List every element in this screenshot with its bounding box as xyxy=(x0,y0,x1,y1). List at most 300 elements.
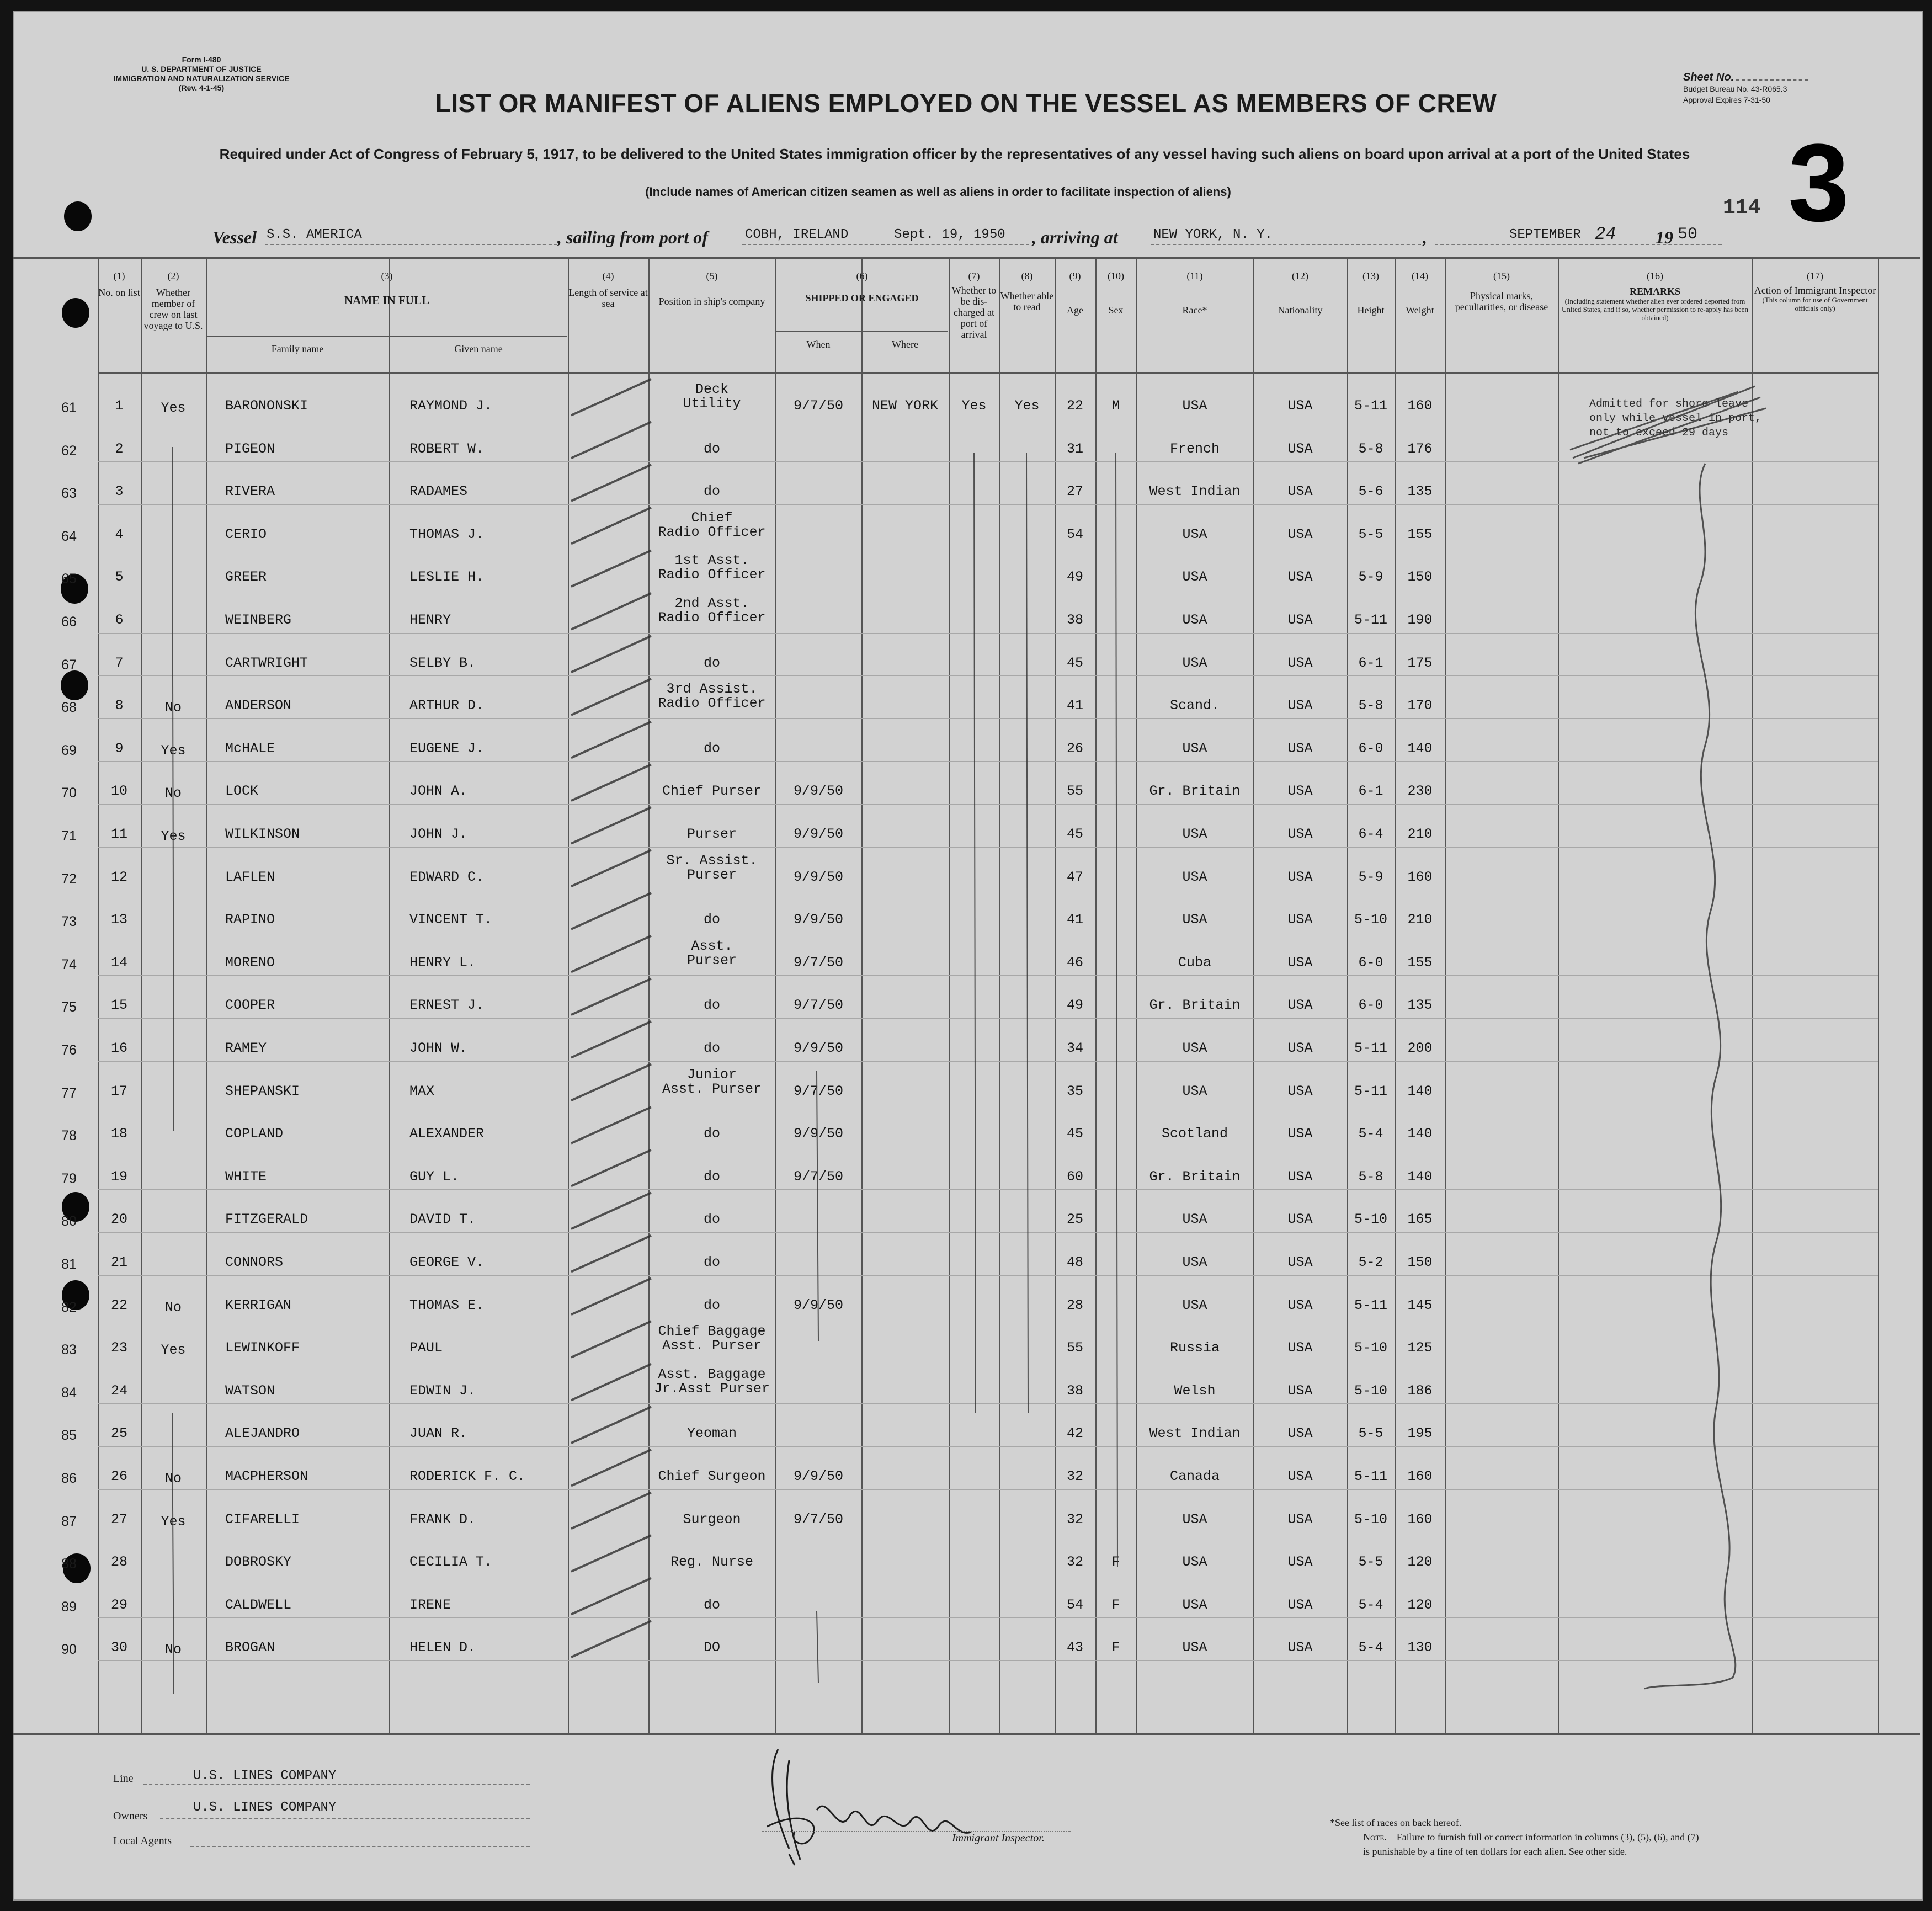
weight: 165 xyxy=(1407,1211,1433,1228)
nationality: USA xyxy=(1287,1468,1313,1484)
height: 5-10 xyxy=(1354,1382,1387,1399)
row-rule xyxy=(98,1403,1878,1404)
height: 6-0 xyxy=(1358,997,1383,1014)
sex: F xyxy=(1111,1596,1120,1613)
shipped-when: 9/9/50 xyxy=(793,912,843,928)
footnote xyxy=(1330,1816,1882,1859)
height: 5-5 xyxy=(1358,526,1383,542)
given-name: RADAMES xyxy=(409,483,468,500)
col16-header: (16) REMARKS (Including statement whether alien ever ordered deported from United States, and if so, whether permission to re-apply has been obtained) xyxy=(1562,270,1748,322)
row-rule xyxy=(98,461,1878,462)
list-number: 6 xyxy=(115,612,124,628)
height: 5-5 xyxy=(1358,1554,1383,1571)
col7-header: (7) Whether to be dis-charged at port of arrival xyxy=(951,270,997,340)
position: Chief Purser xyxy=(662,783,762,800)
list-number: 21 xyxy=(110,1254,127,1270)
age: 45 xyxy=(1066,1126,1083,1142)
family-name: CALDWELL xyxy=(225,1596,292,1613)
list-number: 7 xyxy=(115,654,124,671)
height: 5-9 xyxy=(1358,569,1383,585)
sex: F xyxy=(1111,1639,1120,1656)
race: USA xyxy=(1182,569,1207,585)
race: Gr. Britain xyxy=(1149,1168,1241,1185)
race: USA xyxy=(1182,1254,1207,1270)
weight: 160 xyxy=(1407,869,1433,885)
last-voyage: Yes xyxy=(161,742,186,759)
line-number: 71 xyxy=(61,828,77,844)
family-name: LEWINKOFF xyxy=(225,1340,300,1356)
line-number: 80 xyxy=(61,1213,77,1229)
last-voyage: Yes xyxy=(161,1342,186,1359)
age: 32 xyxy=(1066,1468,1083,1484)
age: 42 xyxy=(1066,1425,1083,1442)
weight: 175 xyxy=(1407,654,1433,671)
sheet-big-number: 3 xyxy=(1788,121,1850,244)
given-name: CECILIA T. xyxy=(409,1554,493,1571)
nationality: USA xyxy=(1287,1126,1313,1142)
given-name: MAX xyxy=(409,1083,435,1099)
given-name: GUY L. xyxy=(409,1168,460,1185)
family-name: CARTWRIGHT xyxy=(225,654,308,671)
height: 5-5 xyxy=(1358,1425,1383,1442)
shipped-when: 9/9/50 xyxy=(793,1040,843,1056)
height: 5-10 xyxy=(1354,1340,1387,1356)
last-voyage: Yes xyxy=(161,400,186,416)
last-voyage: Yes xyxy=(161,828,186,844)
given-name: ALEXANDER xyxy=(409,1126,485,1142)
height: 5-11 xyxy=(1354,398,1387,414)
race: USA xyxy=(1182,1511,1207,1527)
given-name: RAYMOND J. xyxy=(409,398,493,414)
line-number: 77 xyxy=(61,1085,77,1101)
height: 5-11 xyxy=(1354,1297,1387,1313)
position-line2: Asst. Purser xyxy=(662,1338,762,1354)
table-rule xyxy=(1445,257,1446,1733)
race: USA xyxy=(1182,1083,1207,1099)
nationality: USA xyxy=(1287,1554,1313,1571)
nationality: USA xyxy=(1287,869,1313,885)
owners-label: Owners xyxy=(113,1810,148,1822)
family-name-header: Family name xyxy=(271,343,324,354)
weight: 135 xyxy=(1407,483,1433,500)
line-number: 67 xyxy=(61,657,77,673)
nationality: USA xyxy=(1287,1382,1313,1399)
age: 46 xyxy=(1066,954,1083,971)
family-name: MACPHERSON xyxy=(225,1468,308,1484)
col14-header: (14) Weight xyxy=(1406,270,1434,316)
weight: 145 xyxy=(1407,1297,1433,1313)
given-name: GEORGE V. xyxy=(409,1254,485,1270)
table-rule xyxy=(141,257,142,1733)
row-rule xyxy=(98,675,1878,676)
nationality: USA xyxy=(1287,1425,1313,1442)
race: Gr. Britain xyxy=(1149,783,1241,800)
shipped-when: 9/9/50 xyxy=(793,869,843,885)
col12-header: (12) Nationality xyxy=(1278,270,1323,316)
race: USA xyxy=(1182,526,1207,542)
age: 48 xyxy=(1066,1254,1083,1270)
row-rule xyxy=(98,633,1878,634)
given-name: EDWIN J. xyxy=(409,1382,476,1399)
row-rule xyxy=(98,761,1878,762)
position: do xyxy=(703,1126,720,1142)
given-name: RODERICK F. C. xyxy=(409,1468,526,1484)
family-name: WEINBERG xyxy=(225,612,292,628)
race: USA xyxy=(1182,1639,1207,1656)
line-number: 70 xyxy=(61,785,77,801)
list-number: 20 xyxy=(110,1211,127,1228)
owners-value: U.S. LINES COMPANY xyxy=(193,1800,337,1815)
shipped-when: 9/9/50 xyxy=(793,1126,843,1142)
nationality: USA xyxy=(1287,740,1313,757)
table-rule xyxy=(13,257,1920,259)
list-number: 23 xyxy=(110,1340,127,1356)
table-rule xyxy=(1095,257,1097,1733)
nationality: USA xyxy=(1287,526,1313,542)
line-number: 83 xyxy=(61,1342,77,1358)
age: 55 xyxy=(1066,1340,1083,1356)
race: USA xyxy=(1182,612,1207,628)
age: 41 xyxy=(1066,698,1083,714)
position-line1: Chief xyxy=(691,509,733,526)
line-number: 84 xyxy=(61,1385,77,1401)
include-note: (Include names of American citizen seamen as well as aliens in order to facilitate inspection of aliens) xyxy=(645,185,1231,199)
row-rule xyxy=(98,1189,1878,1190)
line-number: 69 xyxy=(61,742,77,758)
height: 5-8 xyxy=(1358,698,1383,714)
list-number: 5 xyxy=(115,569,124,585)
family-name: KERRIGAN xyxy=(225,1297,292,1313)
nationality: USA xyxy=(1287,1254,1313,1270)
col3-header: (3) NAME IN FULL xyxy=(344,270,429,306)
family-name: BARONONSKI xyxy=(225,398,308,414)
nationality: USA xyxy=(1287,912,1313,928)
position-line1: 1st Asst. xyxy=(674,552,749,569)
remarks-stamp: Admitted for shore leave only while vessel in port, not to exceed 29 days xyxy=(1589,398,1762,439)
position: do xyxy=(703,1596,720,1613)
line-value: U.S. LINES COMPANY xyxy=(193,1769,337,1784)
position-line1: 3rd Assist. xyxy=(666,681,758,698)
list-number: 24 xyxy=(110,1382,127,1399)
given-name: THOMAS E. xyxy=(409,1297,485,1313)
age: 43 xyxy=(1066,1639,1083,1656)
shipped-when: 9/9/50 xyxy=(793,826,843,842)
weight: 186 xyxy=(1407,1382,1433,1399)
position: Reg. Nurse xyxy=(670,1554,754,1571)
race: USA xyxy=(1182,1596,1207,1613)
weight: 155 xyxy=(1407,526,1433,542)
arrival-day: 24 xyxy=(1595,224,1616,244)
family-name: RIVERA xyxy=(225,483,275,500)
weight: 135 xyxy=(1407,997,1433,1014)
list-number: 16 xyxy=(110,1040,127,1056)
row-rule xyxy=(98,1660,1878,1661)
weight: 210 xyxy=(1407,912,1433,928)
height: 6-0 xyxy=(1358,954,1383,971)
list-number: 8 xyxy=(115,698,124,714)
nationality: USA xyxy=(1287,1040,1313,1056)
position-line2: Radio Officer xyxy=(658,567,766,583)
nationality: USA xyxy=(1287,1211,1313,1228)
list-number: 25 xyxy=(110,1425,127,1442)
table-rule xyxy=(1558,257,1559,1733)
given-name: THOMAS J. xyxy=(409,526,485,542)
line-number: 89 xyxy=(61,1599,77,1615)
position: Purser xyxy=(686,826,737,842)
shipped-when: 9/7/50 xyxy=(793,398,843,414)
line-number: 87 xyxy=(61,1513,77,1529)
age: 32 xyxy=(1066,1554,1083,1571)
race: Welsh xyxy=(1174,1382,1216,1399)
last-voyage: Yes xyxy=(161,1513,186,1530)
list-number: 28 xyxy=(110,1554,127,1571)
given-name: JOHN W. xyxy=(409,1040,468,1056)
height: 5-10 xyxy=(1354,1511,1387,1527)
position-line1: Chief Baggage xyxy=(658,1323,766,1340)
list-number: 27 xyxy=(110,1511,127,1527)
discharged: Yes xyxy=(961,398,987,414)
arrival-year-prefix: 19 xyxy=(1656,227,1673,247)
position-line2: Purser xyxy=(686,866,737,883)
nationality: USA xyxy=(1287,698,1313,714)
age: 60 xyxy=(1066,1168,1083,1185)
row-rule xyxy=(98,1489,1878,1490)
weight: 120 xyxy=(1407,1596,1433,1613)
position-line1: Junior xyxy=(686,1066,737,1083)
given-name: HENRY L. xyxy=(409,954,476,971)
family-name: RAPINO xyxy=(225,912,275,928)
nationality: USA xyxy=(1287,1083,1313,1099)
position-line2: Utility xyxy=(683,396,741,412)
position-line2: Asst. Purser xyxy=(662,1080,762,1097)
stamped-number: 114 xyxy=(1723,196,1761,220)
line-number: 62 xyxy=(61,443,77,459)
table-rule xyxy=(1752,257,1753,1733)
given-name: EUGENE J. xyxy=(409,740,485,757)
position: do xyxy=(703,1254,720,1270)
age: 34 xyxy=(1066,1040,1083,1056)
given-name: ARTHUR D. xyxy=(409,698,485,714)
legal-requirement: Required under Act of Congress of February 5, 1917, to be delivered to the United States immigration officer by the representatives of any vessel having such aliens on board upon arrival at a port of the United States xyxy=(219,146,1690,162)
list-number: 26 xyxy=(110,1468,127,1484)
line-number: 82 xyxy=(61,1299,77,1315)
position: do xyxy=(703,740,720,757)
race: Scand. xyxy=(1169,698,1220,714)
age: 35 xyxy=(1066,1083,1083,1099)
weight: 195 xyxy=(1407,1425,1433,1442)
age: 38 xyxy=(1066,1382,1083,1399)
nationality: USA xyxy=(1287,569,1313,585)
family-name: SHEPANSKI xyxy=(225,1083,300,1099)
weight: 230 xyxy=(1407,783,1433,800)
line-number: 86 xyxy=(61,1471,77,1486)
budget-bureau: Budget Bureau No. 43-R065.3 xyxy=(1683,84,1787,93)
line-number: 78 xyxy=(61,1128,77,1144)
table-rule xyxy=(389,257,390,1733)
given-name: HENRY xyxy=(409,612,451,628)
line-number: 75 xyxy=(61,999,77,1015)
race: USA xyxy=(1182,1554,1207,1571)
position: do xyxy=(703,1297,720,1313)
position-line2: Radio Officer xyxy=(658,610,766,626)
position-line1: 2nd Asst. xyxy=(674,595,749,611)
weight: 150 xyxy=(1407,1254,1433,1270)
weight: 140 xyxy=(1407,1168,1433,1185)
col9-header: (9) Age xyxy=(1067,270,1083,316)
family-name: LAFLEN xyxy=(225,869,275,885)
row-rule xyxy=(98,504,1878,505)
age: 31 xyxy=(1066,440,1083,457)
race: USA xyxy=(1182,398,1207,414)
given-name: DAVID T. xyxy=(409,1211,476,1228)
list-number: 10 xyxy=(110,783,127,800)
position: do xyxy=(703,1211,720,1228)
list-number: 1 xyxy=(115,398,124,414)
position-line1: Deck xyxy=(695,381,728,397)
list-number: 17 xyxy=(110,1083,127,1099)
when-header: When xyxy=(806,339,831,350)
col5-header: (5) Position in ship's company xyxy=(658,270,765,307)
local-agents-label: Local Agents xyxy=(113,1835,172,1847)
family-name: WILKINSON xyxy=(225,826,300,842)
race: USA xyxy=(1182,1297,1207,1313)
last-voyage: No xyxy=(164,1642,182,1658)
list-number: 30 xyxy=(110,1639,127,1656)
weight: 120 xyxy=(1407,1554,1433,1571)
family-name: COOPER xyxy=(225,997,275,1014)
table-rule xyxy=(1878,257,1879,1733)
position: DO xyxy=(703,1639,720,1656)
table-rule xyxy=(206,257,207,1733)
family-name: CERIO xyxy=(225,526,267,542)
position: do xyxy=(703,1040,720,1056)
family-name: LOCK xyxy=(225,783,259,800)
height: 5-11 xyxy=(1354,1468,1387,1484)
height: 5-8 xyxy=(1358,440,1383,457)
col15-header: (15) Physical marks, peculiarities, or disease xyxy=(1455,270,1548,312)
race: Cuba xyxy=(1178,954,1211,971)
position: do xyxy=(703,997,720,1014)
line-number: 81 xyxy=(61,1257,77,1272)
sheet-info xyxy=(1683,72,1865,105)
row-rule xyxy=(98,804,1878,805)
family-name: ALEJANDRO xyxy=(225,1425,300,1442)
nationality: USA xyxy=(1287,1168,1313,1185)
nationality: USA xyxy=(1287,1511,1313,1527)
age: 28 xyxy=(1066,1297,1083,1313)
row-rule xyxy=(98,718,1878,719)
family-name: MORENO xyxy=(225,954,275,971)
family-name: DOBROSKY xyxy=(225,1554,292,1571)
sailing-date: Sept. 19, 1950 xyxy=(894,227,1005,242)
line-number: 90 xyxy=(61,1642,77,1658)
table-rule xyxy=(206,336,567,337)
age: 54 xyxy=(1066,526,1083,542)
height: 6-1 xyxy=(1358,654,1383,671)
row-rule xyxy=(98,1617,1878,1618)
col17-header: (17) Action of Immigrant Inspector (This column for use of Government officials only) xyxy=(1754,270,1876,312)
weight: 160 xyxy=(1407,398,1433,414)
line-number: 76 xyxy=(61,1042,77,1058)
note-label: Note. xyxy=(1363,1832,1387,1843)
vessel-name: S.S. AMERICA xyxy=(267,227,362,242)
arrival-port: NEW YORK, N. Y. xyxy=(1153,227,1273,242)
list-number: 9 xyxy=(115,740,124,757)
nationality: USA xyxy=(1287,483,1313,500)
age: 49 xyxy=(1066,569,1083,585)
age: 45 xyxy=(1066,654,1083,671)
line-number: 88 xyxy=(61,1556,77,1572)
arriving-label: , arriving at xyxy=(1032,227,1118,247)
revision-date: (Rev. 4-1-45) xyxy=(178,83,225,92)
given-name: PAUL xyxy=(409,1340,443,1356)
age: 41 xyxy=(1066,912,1083,928)
race: USA xyxy=(1182,826,1207,842)
list-number: 19 xyxy=(110,1168,127,1185)
list-number: 11 xyxy=(110,826,127,842)
height: 6-1 xyxy=(1358,783,1383,800)
position-line1: Sr. Assist. xyxy=(666,852,758,869)
list-number: 13 xyxy=(110,912,127,928)
line-number: 68 xyxy=(61,700,77,716)
col13-header: (13) Height xyxy=(1357,270,1385,316)
race: Gr. Britain xyxy=(1149,997,1241,1014)
family-name: RAMEY xyxy=(225,1040,267,1056)
last-voyage: No xyxy=(164,785,182,802)
shipped-when: 9/9/50 xyxy=(793,1297,843,1313)
col1-header: (1) No. on list xyxy=(98,270,140,298)
height: 5-11 xyxy=(1354,1040,1387,1056)
where-header: Where xyxy=(892,339,918,350)
position: Surgeon xyxy=(683,1511,741,1527)
shipped-when: 9/7/50 xyxy=(793,1083,843,1099)
arrival-month: SEPTEMBER xyxy=(1509,227,1581,242)
position: do xyxy=(703,1168,720,1185)
row-rule xyxy=(98,1446,1878,1447)
height: 6-0 xyxy=(1358,740,1383,757)
height: 5-4 xyxy=(1358,1596,1383,1613)
height: 5-9 xyxy=(1358,869,1383,885)
race: French xyxy=(1169,440,1220,457)
nationality: USA xyxy=(1287,654,1313,671)
weight: 150 xyxy=(1407,569,1433,585)
sex: M xyxy=(1111,398,1120,414)
age: 32 xyxy=(1066,1511,1083,1527)
form-number: Form I-480 xyxy=(182,55,221,64)
height: 5-4 xyxy=(1358,1126,1383,1142)
position: Chief Surgeon xyxy=(658,1468,766,1484)
race: USA xyxy=(1182,1040,1207,1056)
vessel-line: Vessel S.S. AMERICA , sailing from port of COBH, IRELAND Sept. 19, 1950 , arriving at NEW YORK, N. Y. , SEPTEMBER 24 19 50 xyxy=(0,221,1932,254)
weight: 200 xyxy=(1407,1040,1433,1056)
weight: 176 xyxy=(1407,440,1433,457)
shipped-when: 9/7/50 xyxy=(793,1511,843,1527)
table-rule xyxy=(949,257,950,1733)
nationality: USA xyxy=(1287,1340,1313,1356)
weight: 140 xyxy=(1407,740,1433,757)
family-name: CONNORS xyxy=(225,1254,284,1270)
race: Canada xyxy=(1169,1468,1220,1484)
given-name: SELBY B. xyxy=(409,654,476,671)
age: 47 xyxy=(1066,869,1083,885)
nationality: USA xyxy=(1287,1297,1313,1313)
shipped-when: 9/7/50 xyxy=(793,1168,843,1185)
age: 54 xyxy=(1066,1596,1083,1613)
line-number: 72 xyxy=(61,871,77,887)
last-voyage: No xyxy=(164,1471,182,1487)
list-number: 29 xyxy=(110,1596,127,1613)
shipped-where: NEW YORK xyxy=(871,398,939,414)
